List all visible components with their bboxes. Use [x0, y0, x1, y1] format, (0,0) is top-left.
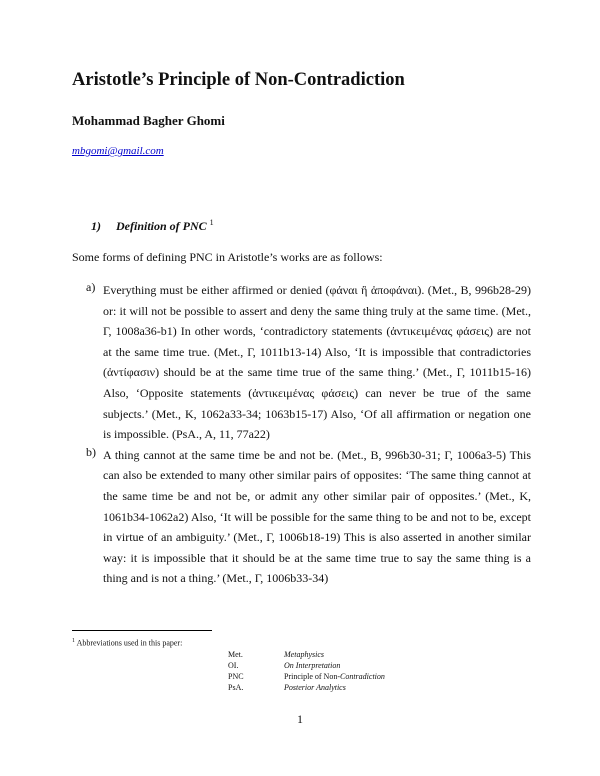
- footnote-reference[interactable]: 1: [209, 218, 214, 227]
- footnote-divider: [72, 630, 212, 631]
- footnote-mark: 1: [72, 638, 75, 644]
- author-name: Mohammad Bagher Ghomi: [72, 113, 225, 128]
- paper-title: Aristotle’s Principle of Non-Contradiction: [72, 70, 405, 90]
- abbreviation-expansion: [284, 671, 385, 682]
- abbreviation-expansion: Posterior Analytics: [284, 683, 346, 692]
- list-item: [86, 280, 531, 445]
- abbreviation-row: [228, 671, 385, 682]
- footnote-intro-text: Abbreviations used in this paper:: [76, 638, 183, 648]
- list-item-text: Everything must be either affirmed or denied (φάναι ἢ ἀποφάναι). (Met., B, 996b28-29) or: it will not be possible to assert and deny the same thing truly at the same time. (Met., Γ, 1008a36-b1) In other words, ‘contradictory statements (ἀντικειμένας φάσεις) are not at the same time true. (Met., Γ, 1011b13-14) Also, ‘It is impossible that contradictories (ἀντίφασιν) should be at the same time true of the same thing.’ (Met., Γ, 1011b15-16) Also, ‘Opposite statements (ἀντικειμένας φάσεις) can never be true of the same subjects.’ (Met., K, 1062a33-34; 1063b15-17) Also, ‘Of all affirmation or negation one is impossible. (PsA., A, 11, 77a22): [103, 283, 531, 442]
- abbreviation: PNC: [228, 672, 244, 681]
- definition-list: [86, 280, 531, 589]
- abbreviations-table: [228, 649, 385, 693]
- list-item-text: A thing cannot at the same time be and not be. (Met., B, 996b30-31; Γ, 1006a3-5) This can also be extended to many other similar pairs of opposites: ‘The same thing cannot at the same time be and not be, or admit any other similar pair of opposites.’ (Met., K, 1061b34-1062a2) Also, ‘It will be possible for the same thing to be and not to be, except in virtue of an ambiguity.’ (Met., Γ, 1006b18-19) This is also asserted in another similar way: it is impossible that it should be at the same time true to say the same thing is a thing and is not a thing.’ (Met., Γ, 1006b33-34): [103, 447, 531, 586]
- abbreviation-row: [228, 649, 385, 660]
- list-item: [86, 445, 531, 589]
- abbreviation-row: [228, 682, 385, 693]
- abbreviation-row: [228, 660, 385, 671]
- section-heading: [91, 218, 214, 234]
- abbreviation: OI.: [228, 661, 239, 670]
- abbreviation-expansion-plain: Principle of Non-: [284, 672, 340, 681]
- list-item-marker: a): [86, 280, 96, 294]
- abbreviation-expansion: Metaphysics: [284, 650, 324, 659]
- abbreviation: PsA.: [228, 683, 244, 692]
- abbreviation-expansion-italic: Contradiction: [340, 672, 385, 681]
- list-item-marker: b): [86, 444, 96, 459]
- intro-paragraph: Some forms of defining PNC in Aristotle’s works are as follows:: [72, 250, 383, 264]
- footnote-intro: [72, 638, 182, 648]
- page-number: 1: [297, 712, 303, 726]
- abbreviation-expansion: On Interpretation: [284, 661, 341, 670]
- section-title: Definition of PNC: [116, 219, 207, 233]
- section-number: 1): [91, 219, 101, 233]
- author-email-link[interactable]: mbgomi@gmail.com: [72, 145, 164, 157]
- abbreviation: Met.: [228, 650, 243, 659]
